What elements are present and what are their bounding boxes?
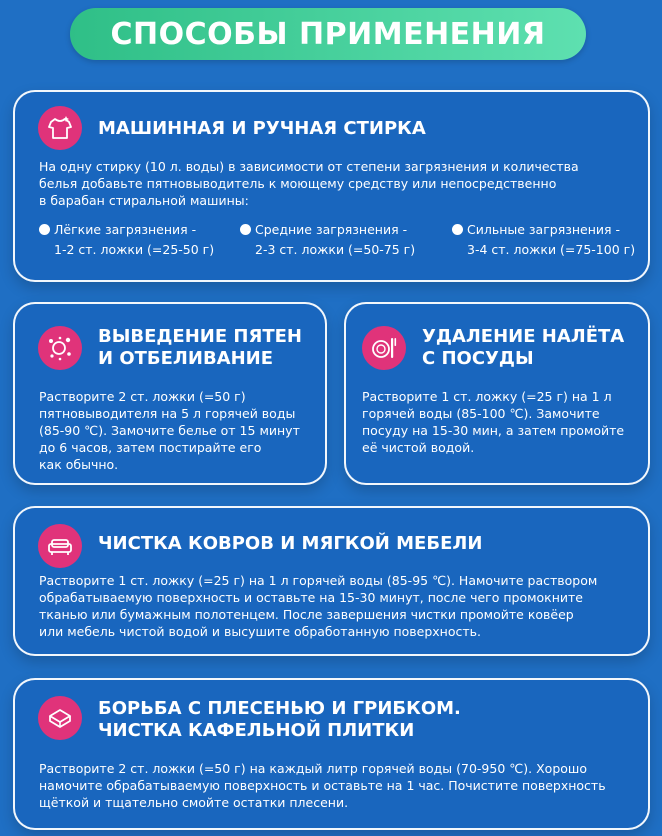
bullet-label: Лёгкие загрязнения - <box>54 222 197 237</box>
card-text <box>39 388 324 473</box>
card-text-line: тканью или бумажным полотенцем. После завершения чистки промойте ковёер <box>39 607 574 622</box>
card-text-line: Растворите 1 ст. ложку (=25 г) на 1 л <box>362 389 612 404</box>
card-stain-removal <box>13 302 327 485</box>
card-heading <box>98 326 302 370</box>
card-heading-line: МАШИННАЯ И РУЧНАЯ СТИРКА <box>98 118 426 139</box>
card-text <box>39 760 644 811</box>
bullet-label: Средние загрязнения - <box>255 222 408 237</box>
card-text-line: пятновыводителя на 5 л горячей воды <box>39 406 296 421</box>
card-text-line: обрабатываемую поверхность и оставьте на 15-30 минут, после чего промокните <box>39 590 583 605</box>
card-text-line: или мебель чистой водой и высушите обработанную поверхность. <box>39 624 481 639</box>
bullet-value: 3-4 ст. ложки (=75-100 г) <box>467 242 636 257</box>
page-title: СПОСОБЫ ПРИМЕНЕНИЯ <box>110 16 546 52</box>
card-text <box>362 388 647 456</box>
bullet-medium <box>240 220 415 260</box>
card-text-line: Растворите 1 ст. ложку (=25 г) на 1 л горячей воды (85-95 ℃). Намочите раствором <box>39 573 598 588</box>
card-text-line: белья добавьте пятновыводитель к моющему средству или непосредственно <box>39 176 557 191</box>
card-text-line: посуду на 15-30 мин, а затем промойте <box>362 423 625 438</box>
bullet-light <box>39 220 214 260</box>
card-heading <box>98 533 482 555</box>
card-heading-line: С ПОСУДЫ <box>422 348 534 369</box>
card-text <box>39 572 644 640</box>
card-text-line: в барабан стиральной машины: <box>39 193 249 208</box>
card-carpet-furniture <box>13 506 650 656</box>
card-text-line: щёткой и тщательно смойте остатки плесени. <box>39 795 349 810</box>
card-mold-tiles <box>13 678 650 830</box>
card-text-line: Растворите 2 ст. ложки (=50 г) <box>39 389 246 404</box>
bullet-value: 1-2 ст. ложки (=25-50 г) <box>54 242 215 257</box>
bullet-heavy <box>452 220 635 260</box>
card-dish-descaling <box>344 302 650 485</box>
card-heading <box>98 698 461 742</box>
card-text <box>39 158 639 209</box>
card-text-line: горячей воды (85-100 ℃). Замочите <box>362 406 600 421</box>
card-heading-line: ЧИСТКА КАФЕЛЬНОЙ ПЛИТКИ <box>98 720 415 741</box>
sofa-icon <box>38 524 82 568</box>
bullet-value: 2-3 ст. ложки (=50-75 г) <box>255 242 416 257</box>
card-heading-line: ВЫВЕДЕНИЕ ПЯТЕН <box>98 326 302 347</box>
title-banner <box>70 8 586 60</box>
tshirt-sparkle-icon <box>38 106 82 150</box>
bullet-dot-icon <box>452 224 463 235</box>
card-heading <box>98 118 426 140</box>
card-text-line: её чистой водой. <box>362 440 475 455</box>
card-heading-line: УДАЛЕНИЕ НАЛЁТА <box>422 326 625 347</box>
card-text-line: намочите обрабатываемую поверхность и оставьте на 1 час. Почистите поверхность <box>39 778 606 793</box>
bullet-dot-icon <box>240 224 251 235</box>
card-heading <box>422 326 624 370</box>
bullet-label: Сильные загрязнения - <box>467 222 621 237</box>
card-text-line: до 6 часов, затем постирайте его <box>39 440 262 455</box>
card-text-line: Растворите 2 ст. ложки (=50 г) на каждый литр горячей воды (70-950 ℃). Хорошо <box>39 761 587 776</box>
card-heading-line: И ОТБЕЛИВАНИЕ <box>98 348 274 369</box>
sponge-icon <box>38 696 82 740</box>
card-heading-line: ЧИСТКА КОВРОВ И МЯГКОЙ МЕБЕЛИ <box>98 533 483 554</box>
stain-splash-icon <box>38 326 82 370</box>
dishes-icon <box>362 326 406 370</box>
card-machine-wash <box>13 90 650 282</box>
bullet-dot-icon <box>39 224 50 235</box>
card-heading-line: БОРЬБА С ПЛЕСЕНЬЮ И ГРИБКОМ. <box>98 698 461 719</box>
card-text-line: На одну стирку (10 л. воды) в зависимости от степени загрязнения и количества <box>39 159 579 174</box>
card-text-line: как обычно. <box>39 457 119 472</box>
card-text-line: (85-90 ℃). Замочите белье от 15 минут <box>39 423 300 438</box>
